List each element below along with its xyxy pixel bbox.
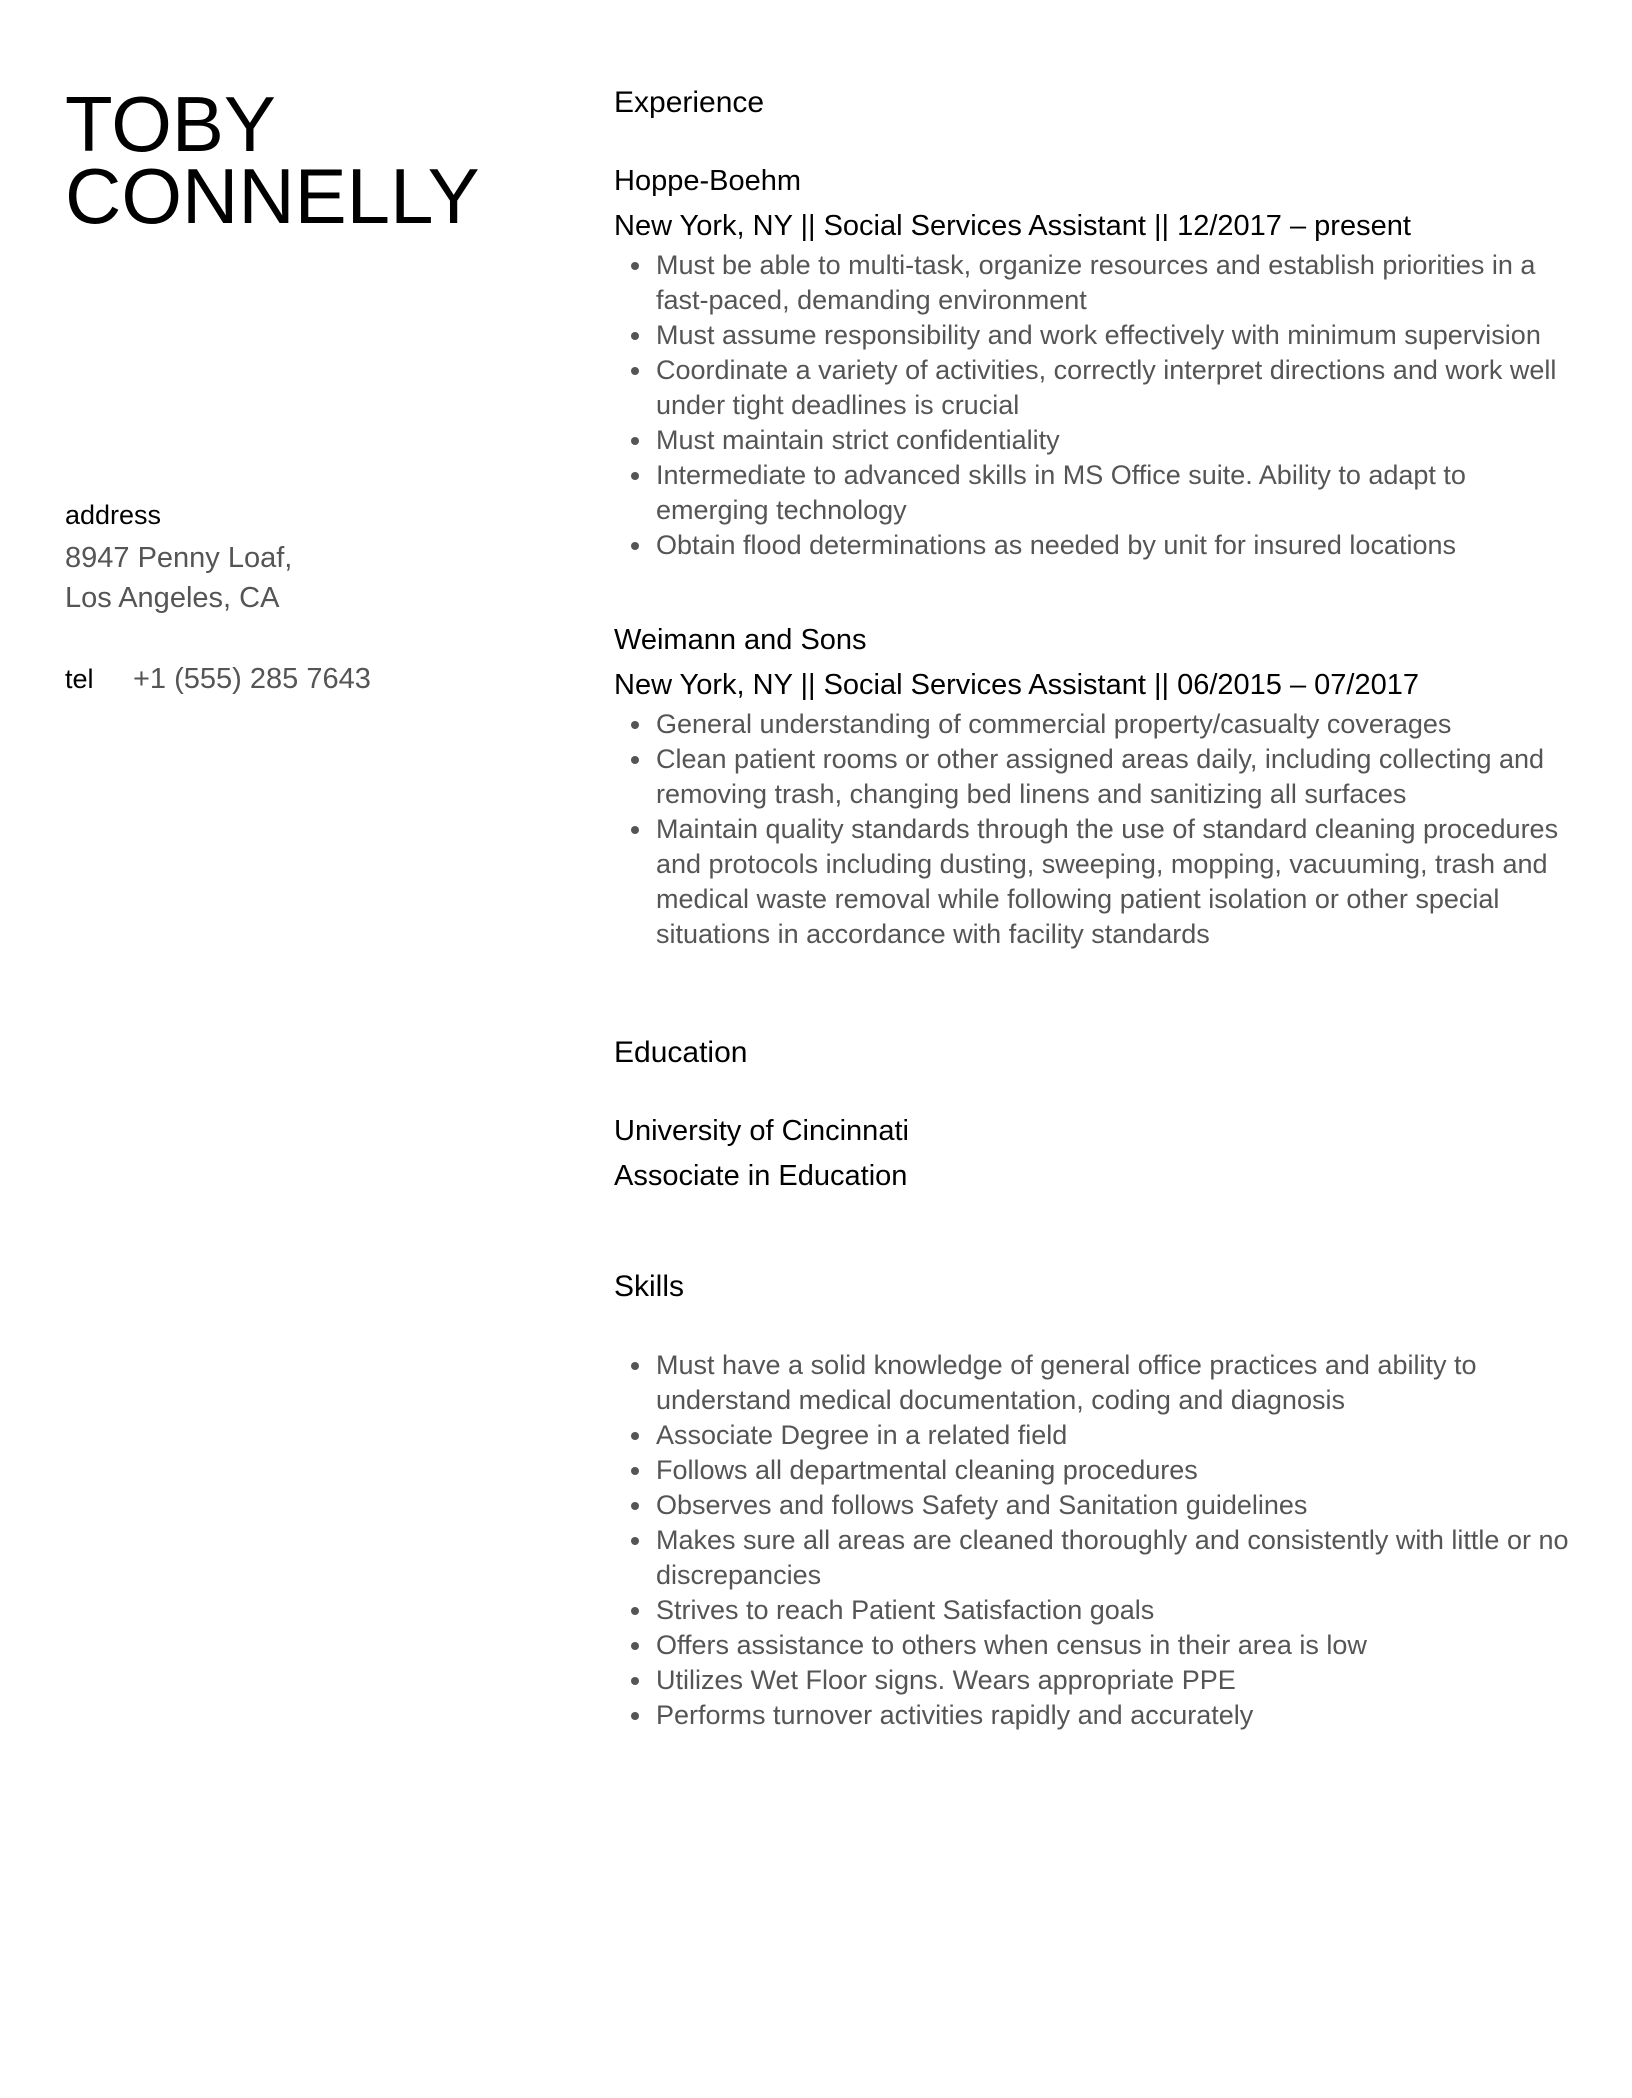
job-bullet: Maintain quality standards through the use of standard cleaning procedures and protocols including dusting, sweeping, mopping, vacuuming, trash and medical waste removal while following patient isolation or other special situations in accordance with facility standards	[614, 812, 1574, 952]
job-bullet: Must assume responsibility and work effectively with minimum supervision	[614, 318, 1574, 353]
skills-title: Skills	[614, 1270, 685, 1303]
job-bullet: Coordinate a variety of activities, correctly interpret directions and work well under tight deadlines is crucial	[614, 353, 1574, 423]
skill-item: Strives to reach Patient Satisfaction goals	[614, 1593, 1574, 1628]
skill-item: Follows all departmental cleaning procedures	[614, 1453, 1574, 1488]
right-column	[614, 84, 1574, 1733]
education-entry	[614, 1112, 1574, 1196]
address-label: address	[65, 500, 162, 530]
job-company: Weimann and Sons	[614, 624, 867, 656]
job-bullet: Must be able to multi-task, organize resources and establish priorities in a fast-paced, demanding environment	[614, 248, 1574, 318]
experience-title: Experience	[614, 86, 765, 119]
tel-label: tel	[65, 664, 94, 694]
skill-item: Performs turnover activities rapidly and accurately	[614, 1698, 1574, 1733]
skill-item: Utilizes Wet Floor signs. Wears appropriate PPE	[614, 1663, 1574, 1698]
address-line-1: 8947 Penny Loaf,	[65, 542, 293, 574]
job-bullet: Clean patient rooms or other assigned areas daily, including collecting and removing trash, changing bed linens and sanitizing all surfaces	[614, 742, 1574, 812]
skill-item: Associate Degree in a related field	[614, 1418, 1574, 1453]
candidate-name: TOBY CONNELLY	[65, 80, 480, 240]
job-meta: New York, NY || Social Services Assistant || 12/2017 – present	[614, 210, 1411, 242]
education-section	[614, 1034, 1574, 1196]
address-value	[65, 538, 545, 618]
job-entry	[614, 162, 1574, 563]
contact-block	[65, 498, 545, 696]
job-bullet: Must maintain strict confidentiality	[614, 423, 1574, 458]
tel-row	[65, 662, 545, 696]
job-entry	[614, 621, 1574, 952]
job-meta: New York, NY || Social Services Assistant || 06/2015 – 07/2017	[614, 669, 1420, 701]
job-company: Hoppe-Boehm	[614, 165, 801, 197]
skills-section	[614, 1268, 1574, 1733]
experience-section	[614, 84, 1574, 952]
address-line-2: Los Angeles, CA	[65, 582, 280, 614]
job-bullets	[614, 707, 1574, 952]
left-column	[65, 80, 545, 240]
job-bullets	[614, 248, 1574, 563]
skill-item: Offers assistance to others when census in their area is low	[614, 1628, 1574, 1663]
tel-value: +1 (555) 285 7643	[133, 663, 371, 695]
skill-item: Makes sure all areas are cleaned thoroughly and consistently with little or no discrepancies	[614, 1523, 1574, 1593]
skill-item: Must have a solid knowledge of general office practices and ability to understand medical documentation, coding and diagnosis	[614, 1348, 1574, 1418]
degree-name: Associate in Education	[614, 1160, 908, 1192]
job-bullet: Obtain flood determinations as needed by unit for insured locations	[614, 528, 1574, 563]
job-bullet: General understanding of commercial property/casualty coverages	[614, 707, 1574, 742]
job-bullet: Intermediate to advanced skills in MS Office suite. Ability to adapt to emerging technology	[614, 458, 1574, 528]
skill-item: Observes and follows Safety and Sanitation guidelines	[614, 1488, 1574, 1523]
school-name: University of Cincinnati	[614, 1115, 909, 1147]
skills-list	[614, 1348, 1574, 1733]
education-title: Education	[614, 1036, 748, 1069]
